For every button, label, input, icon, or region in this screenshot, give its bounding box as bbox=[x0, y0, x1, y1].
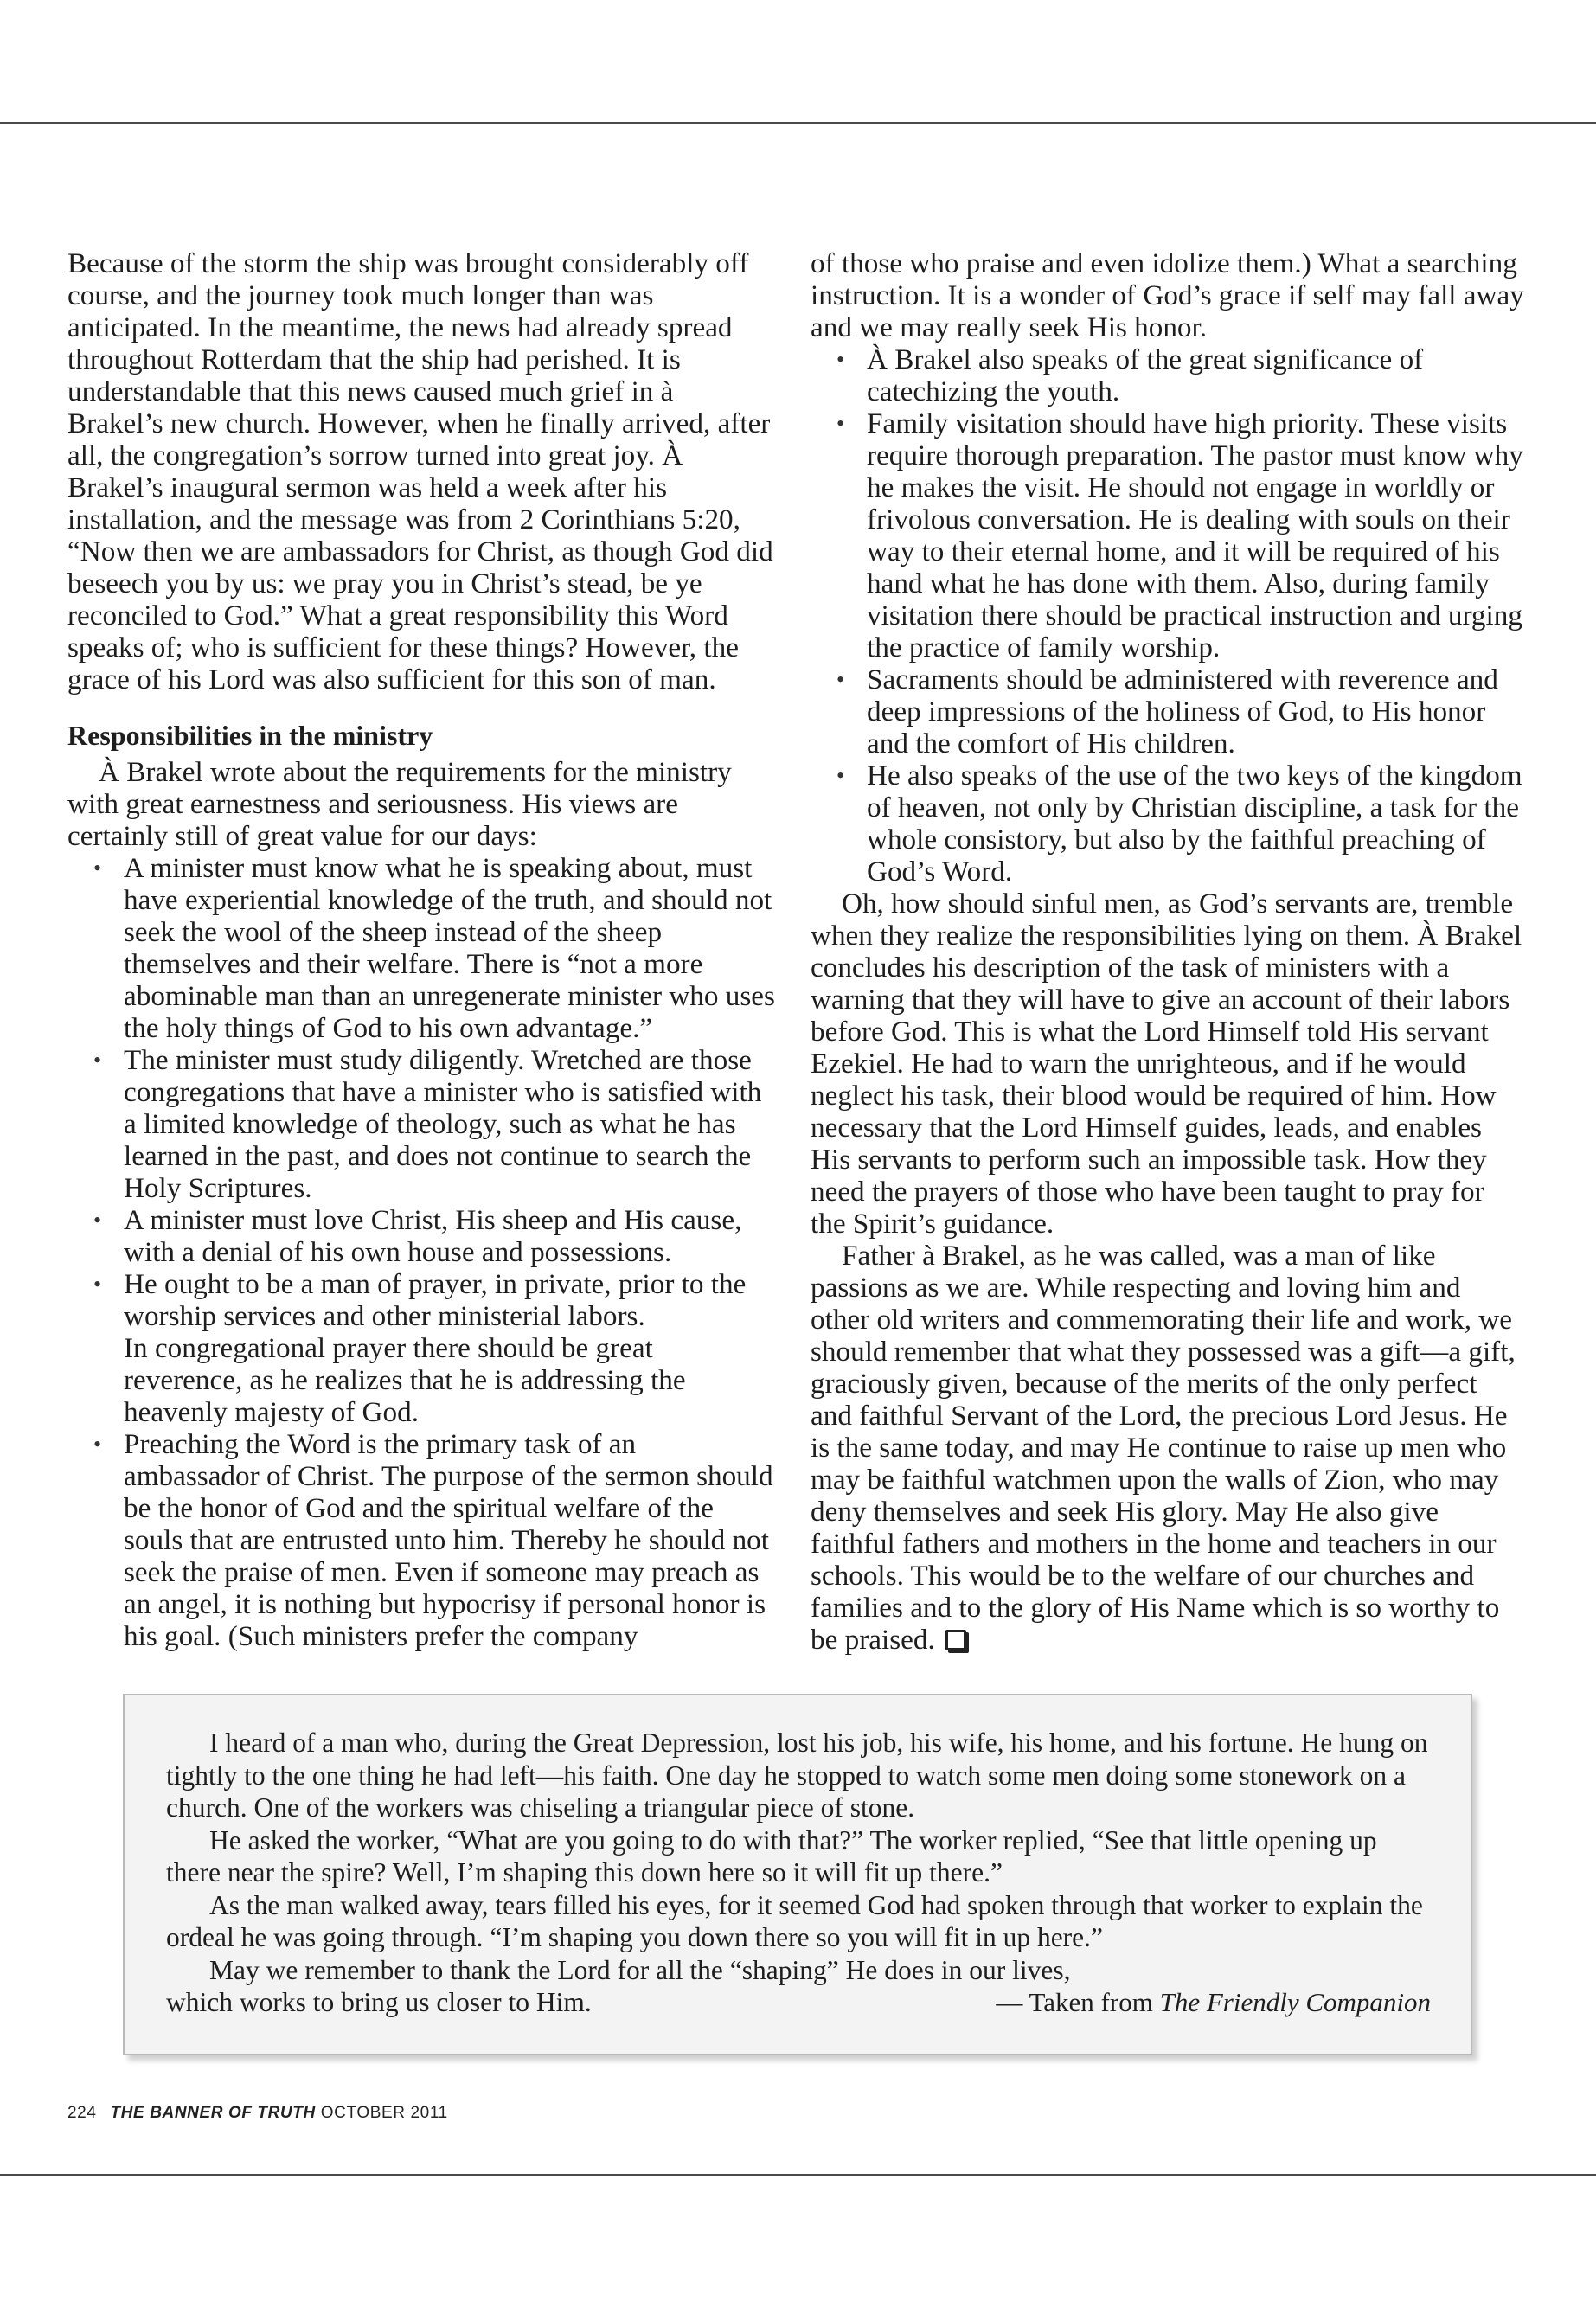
bullet-item: • À Brakel also speaks of the great significance of catechizing the youth. bbox=[811, 343, 1525, 407]
page-number: 224 bbox=[67, 2104, 97, 2122]
bullet-item bbox=[67, 1268, 775, 1428]
sidebar-box bbox=[123, 1694, 1472, 2055]
paragraph-text: Father à Brakel, as he was called, was a man of like passions as we are. While respecting and loving him and other old writers and commemorating their life and work, we should remember that what they possessed was a gift—a gift, graciously given, because of the merits of the only perfect and faithful Servant of the Lord, the precious Lord Jesus. He is the same today, and may He continue to raise up men who may be faithful watchmen upon the walls of Zion, who may deny themselves and seek His glory. May He also give faithful fathers and mothers in the home and teachers in our schools. This would be to the welfare of our churches and families and to the glory of His Name which is so worthy to be praised. bbox=[811, 1240, 1516, 1656]
footer-rule bbox=[0, 2174, 1596, 2176]
paragraph: Oh, how should sinful men, as God’s servants are, tremble when they realize the responsibilities lying on them. À Brakel concludes his description of the task of ministers with a warning that they will have to give an account of their labors before God. This is what the Lord Himself told His servant Ezekiel. He had to warn the unrighteous, and if he would neglect his task, their blood would be required of him. How necessary that the Lord Himself guides, leads, and enables His servants to perform such an impossible task. How they need the prayers of those who have been taught to pray for the Spirit’s guidance. bbox=[811, 888, 1522, 1240]
magazine-title: THE BANNER OF TRUTH bbox=[110, 2104, 316, 2122]
issue-date: OCTOBER 2011 bbox=[320, 2104, 448, 2122]
box-paragraph: May we remember to thank the Lord for all the “shaping” He does in our lives, which works to bring us closer to Him. bbox=[166, 1954, 1071, 2017]
left-column bbox=[67, 247, 775, 1652]
box-paragraph: I heard of a man who, during the Great Depression, lost his job, his wife, his home, and his fortune. He hung on tightly to the one thing he had left—his faith. One day he stopped to watch some men doing some stonework on a church. One of the workers was chiseling a triangular piece of stone. bbox=[166, 1727, 1428, 1823]
bullet-list bbox=[811, 343, 1525, 888]
page-footer bbox=[67, 2104, 448, 2123]
paragraph: of those who praise and even idolize them.) What a searching instruction. It is a wonder of God’s grace if self may fall away and we may really seek His honor. bbox=[811, 247, 1524, 343]
bullet-item: • Sacraments should be administered with reverence and deep impressions of the holiness of God, to His honor and the comfort of His children. bbox=[811, 663, 1525, 760]
bullet-item: • The minister must study diligently. Wretched are those congregations that have a minister who is satisfied with a limited knowledge of theology, such as what he has learned in the past, and does not continue to search the Holy Scriptures. bbox=[67, 1044, 775, 1204]
bullet-item: • He also speaks of the use of the two keys of the kingdom of heaven, not only by Christian discipline, a task for the whole consistory, but also by the faithful preaching of God’s Word. bbox=[811, 760, 1525, 888]
end-mark-icon bbox=[945, 1630, 966, 1650]
paragraph: À Brakel wrote about the requirements for the ministry with great earnestness and seriousness. His views are certainly still of great value for our days: bbox=[67, 756, 732, 852]
box-credit bbox=[996, 1986, 1431, 2018]
bullet-item: • Preaching the Word is the primary task of an ambassador of Christ. The purpose of the sermon should be the honor of God and the spiritual welfare of the souls that are entrusted unto him. Thereby he should not seek the praise of men. Even if someone may preach as an angel, it is nothing but hypocrisy if personal honor is his goal. (Such ministers prefer the company bbox=[67, 1428, 775, 1652]
paragraph: Because of the storm the ship was brought considerably off course, and the journey took much longer than was anticipated. In the meantime, the news had already spread throughout Rotterdam that the ship had perished. It is understandable that this news caused much grief in à Brakel’s new church. However, when he finally arrived, after all, the congregation’s sorrow turned into great joy. À Brakel’s inaugural sermon was held a week after his installation, and the message was from 2 Corinthians 5:20, “Now then we are ambassadors for Christ, as though God did beseech you by us: we pray you in Christ’s stead, be ye reconciled to God.” What a great responsibility this Word speaks of; who is sufficient for these things? However, the grace of his Lord was also sufficient for this son of man. bbox=[67, 247, 773, 695]
header-rule bbox=[0, 122, 1596, 124]
bullet-list bbox=[67, 852, 775, 1652]
bullet-text: He ought to be a man of prayer, in private, prior to the worship services and other ministerial labors. bbox=[124, 1268, 747, 1332]
right-column bbox=[811, 247, 1525, 1656]
bullet-item: • Family visitation should have high priority. These visits require thorough preparation. The pastor must know why he makes the visit. He should not engage in worldly or frivolous conversation. He is dealing with souls on their way to their eternal home, and it will be required of his hand what he has done with them. Also, during family visitation there should be practical instruction and urging the practice of family worship. bbox=[811, 407, 1525, 663]
credit-prefix: — Taken from bbox=[996, 1987, 1153, 2017]
bullet-item: • A minister must love Christ, His sheep and His cause, with a denial of his own house and possessions. bbox=[67, 1204, 775, 1268]
section-heading: Responsibilities in the ministry bbox=[67, 720, 433, 751]
box-paragraph: He asked the worker, “What are you going to do with that?” The worker replied, “See that little opening up there near the spire? Well, I’m shaping this down here so it will fit up there.” bbox=[166, 1824, 1377, 1888]
bullet-text: In congregational prayer there should be great reverence, as he realizes that he is addressing the heavenly majesty of God. bbox=[124, 1332, 686, 1428]
paragraph bbox=[811, 1240, 1525, 1656]
box-paragraph: As the man walked away, tears filled his eyes, for it seemed God had spoken through that worker to explain the ordeal he was going through. “I’m shaping you down there so you will fit in up here.” bbox=[166, 1889, 1423, 1952]
bullet-item: • A minister must know what he is speaking about, must have experiential knowledge of the truth, and should not seek the wool of the sheep instead of the sheep themselves and their welfare. There is “not a more abominable man than an unregenerate minister who uses the holy things of God to his own advantage.” bbox=[67, 852, 775, 1044]
credit-title: The Friendly Companion bbox=[1159, 1987, 1431, 2017]
